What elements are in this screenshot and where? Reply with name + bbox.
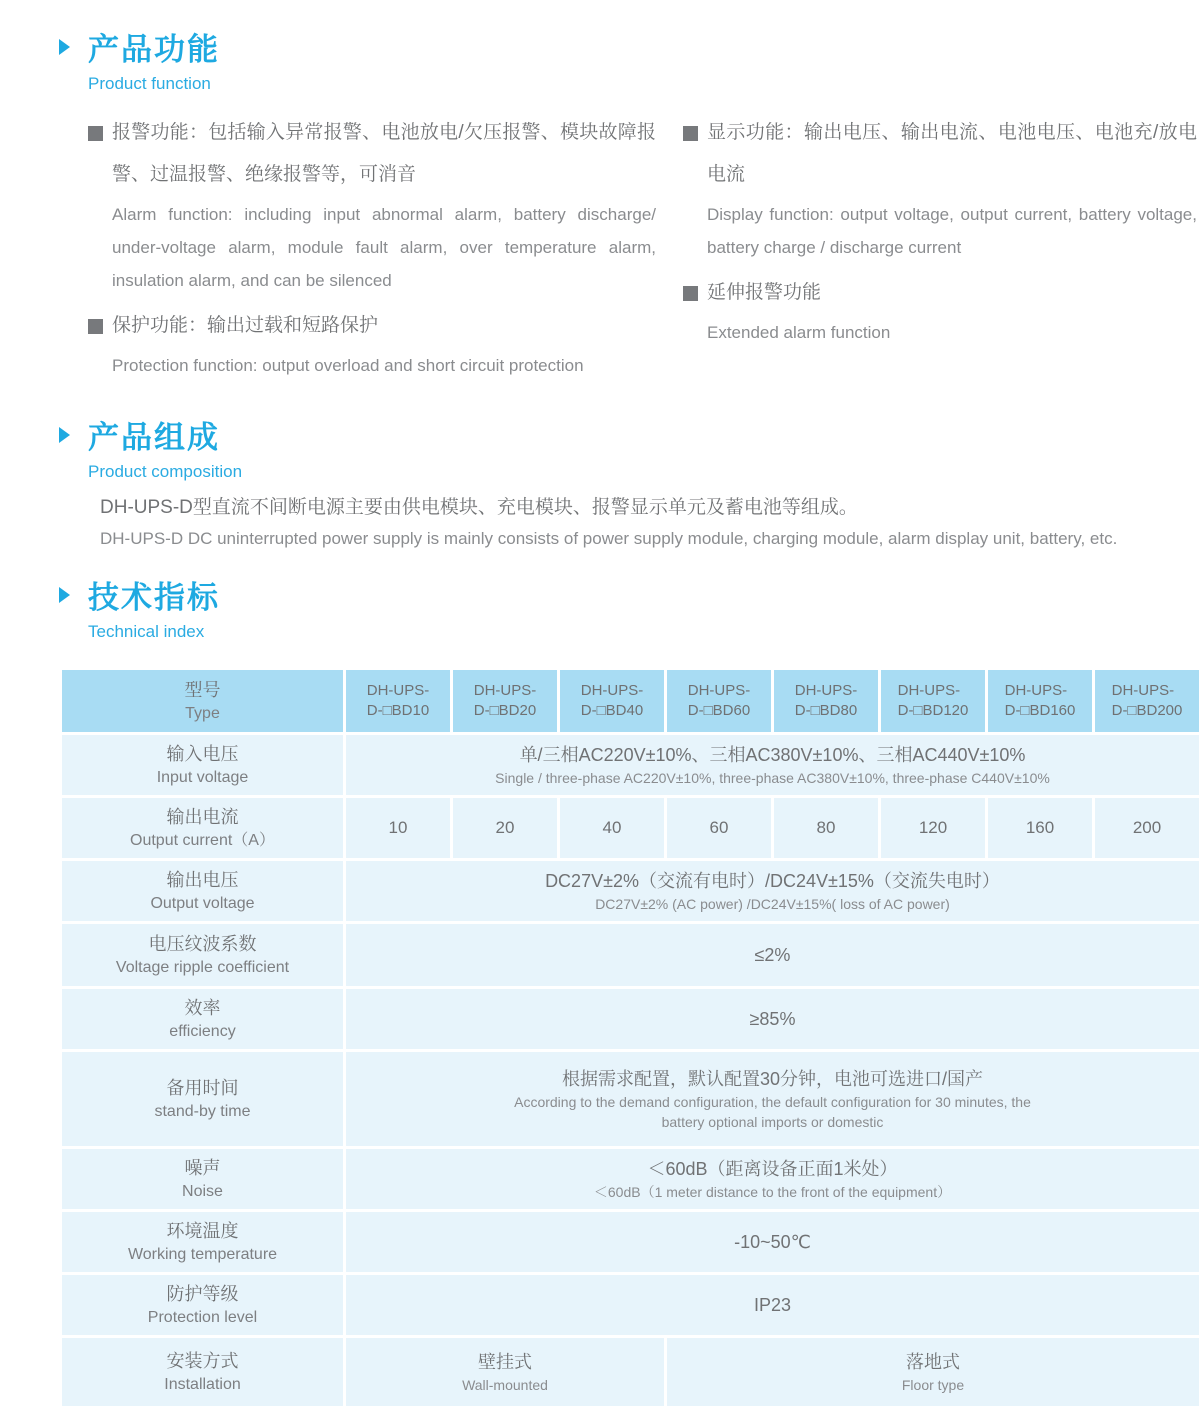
table-header-model [774,670,878,732]
cell-value: 10 [388,818,408,837]
function-column-right [683,112,1197,390]
row-label-en: Output current（A） [130,831,275,849]
model-line2: D-□BD200 [1111,702,1183,719]
row-label-zh: 安装方式 [166,1350,239,1371]
list-item-zh [88,112,656,196]
row-label-zh: 防护等级 [166,1283,239,1304]
composition-body [100,492,1193,554]
row-value-zh: IP23 [753,1295,792,1315]
cell-value: 120 [918,818,948,837]
row-value-working-temperature [346,1212,1199,1272]
model-line2: D-□BD20 [473,702,537,719]
section-title-zh: 产品功能 [88,32,220,67]
row-value-en: According to the demand configuration, the default configuration for 30 minutes, the battery optional imports or domestic [514,1094,1031,1130]
section-arrow-icon [59,587,70,603]
section-product-function [0,0,1201,390]
model-line1: DH-UPS- [897,682,961,699]
model-line2: D-□BD10 [366,702,430,719]
row-label-en: Working temperature [127,1245,278,1263]
list-item [88,112,656,297]
model-line2: D-□BD80 [794,702,858,719]
model-line1: DH-UPS- [1111,682,1175,699]
row-label-output-voltage [62,861,343,921]
list-item-en: Protection function: output overload and short circuit protection [112,356,584,375]
model-line1: DH-UPS- [1004,682,1068,699]
table-cell [346,798,450,858]
section-technical-index [0,554,1201,1406]
composition-text-en: DH-UPS-D DC uninterrupted power supply is mainly consists of power supply module, charging module, alarm display unit, battery, etc. [100,529,1118,548]
row-value-en: DC27V±2% (AC power) /DC24V±15%( loss of AC power) [595,896,950,912]
row-value-installation-wall [346,1338,664,1406]
spec-table [62,670,1199,1406]
list-item-en: Extended alarm function [707,323,891,342]
list-item [88,305,656,382]
row-label-installation [62,1338,343,1406]
cell-value: 80 [816,818,836,837]
row-value-zh: ≥85% [749,1009,796,1029]
row-label-en: Input voltage [156,768,249,786]
row-label-zh: 备用时间 [166,1077,239,1098]
model-line1: DH-UPS- [473,682,537,699]
row-value-zh: 壁挂式 [478,1352,532,1372]
cell-value: 20 [495,818,515,837]
row-value-zh: ＜60dB（距离设备正面1米处） [647,1159,898,1179]
list-item-zh-text: 报警功能：包括输入异常报警、电池放电/欠压报警、模块故障报警、过温报警、绝缘报警等，可消音 [112,122,656,185]
cell-value: 40 [602,818,622,837]
bullet-square-icon [88,126,103,141]
table-header-model [346,670,450,732]
table-cell [1095,798,1199,858]
row-label-standby-time [62,1052,343,1146]
section-product-composition [0,390,1201,554]
model-line1: DH-UPS- [687,682,751,699]
model-line2: D-□BD120 [897,702,969,719]
row-label-protection-level [62,1275,343,1335]
row-value-voltage-ripple [346,924,1199,986]
list-item-zh-text: 显示功能：输出电压、输出电流、电池电压、电池充/放电电流 [707,122,1197,185]
list-item-zh [683,112,1197,196]
section-title-en: Technical index [88,622,205,641]
header-label-en: Type [185,704,220,722]
row-value-noise [346,1149,1199,1209]
row-value-en: Wall-mounted [462,1377,548,1393]
row-label-zh: 输出电压 [166,869,239,890]
row-label-zh: 电压纹波系数 [148,933,257,954]
row-value-en: Single / three-phase AC220V±10%, three-phase AC380V±10%, three-phase C440V±10% [495,770,1050,786]
row-value-standby-time [346,1052,1199,1146]
section-header [0,578,1201,644]
row-label-en: Output voltage [150,894,255,912]
bullet-square-icon [683,286,698,301]
row-value-zh: 根据需求配置，默认配置30分钟，电池可选进口/国产 [561,1069,984,1089]
cell-value: 60 [709,818,729,837]
section-header [0,418,1201,484]
row-label-en: Voltage ripple coefficient [115,958,290,976]
row-label-zh: 效率 [184,997,221,1018]
table-header-model [1095,670,1199,732]
row-value-installation-floor [667,1338,1199,1406]
row-label-input-voltage [62,735,343,795]
table-cell [774,798,878,858]
section-arrow-icon [59,427,70,443]
row-label-en: Noise [182,1182,223,1200]
row-value-zh: -10~50℃ [734,1232,811,1252]
row-label-zh: 输入电压 [166,743,239,764]
section-arrow-icon [59,39,70,55]
list-item [683,112,1197,264]
table-header-model [881,670,985,732]
header-label-zh: 型号 [184,679,221,700]
row-label-zh: 噪声 [184,1157,221,1178]
row-label-working-temperature [62,1212,343,1272]
function-column-left [88,112,656,390]
row-label-zh: 输出电流 [166,806,239,827]
row-label-output-current [62,798,343,858]
row-value-output-voltage [346,861,1199,921]
model-line2: D-□BD60 [687,702,751,719]
section-header [0,30,1201,96]
cell-value: 160 [1025,818,1055,837]
row-label-en: efficiency [169,1022,236,1040]
model-line2: D-□BD40 [580,702,644,719]
table-cell [453,798,557,858]
row-value-en: Floor type [901,1377,965,1393]
table-cell [881,798,985,858]
list-item-zh-text: 延伸报警功能 [707,282,822,303]
section-title-en: Product composition [88,462,243,481]
row-value-input-voltage [346,735,1199,795]
table-cell [667,798,771,858]
model-line1: DH-UPS- [366,682,430,699]
table-header-type [62,670,343,732]
function-columns [0,112,1201,390]
section-title-en: Product function [88,74,211,93]
cell-value: 200 [1132,818,1162,837]
row-label-en: Installation [164,1375,241,1393]
list-item-zh [88,305,656,347]
table-header-model [453,670,557,732]
row-value-zh: 落地式 [906,1352,960,1372]
section-title-zh: 技术指标 [88,580,220,615]
row-value-zh: 单/三相AC220V±10%、三相AC380V±10%、三相AC440V±10% [519,745,1026,765]
list-item-en: Alarm function: including input abnormal alarm, battery discharge/ under-voltage alarm, module fault alarm, over temperature alarm, insulation alarm, and can be silenced [112,205,656,290]
list-item [683,272,1197,349]
row-label-zh: 环境温度 [166,1220,239,1241]
list-item-zh [683,272,1197,314]
model-line2: D-□BD160 [1004,702,1076,719]
table-header-model [988,670,1092,732]
row-label-en: stand-by time [154,1102,251,1120]
row-value-efficiency [346,989,1199,1049]
row-label-efficiency [62,989,343,1049]
table-header-model [667,670,771,732]
row-value-zh: DC27V±2%（交流有电时）/DC24V±15%（交流失电时） [545,871,1000,891]
section-title-zh: 产品组成 [88,420,220,455]
composition-text-zh: DH-UPS-D型直流不间断电源主要由供电模块、充电模块、报警显示单元及蓄电池等组成。 [100,497,858,518]
list-item-zh-text: 保护功能：输出过载和短路保护 [112,315,379,336]
table-cell [560,798,664,858]
model-line1: DH-UPS- [794,682,858,699]
list-item-en: Display function: output voltage, output current, battery voltage, battery charge / discharge current [707,205,1197,257]
table-header-model [560,670,664,732]
table-cell [988,798,1092,858]
row-value-en: ＜60dB（1 meter distance to the front of the equipment） [593,1184,952,1200]
row-value-zh: ≤2% [754,945,791,965]
bullet-square-icon [683,126,698,141]
row-label-noise [62,1149,343,1209]
bullet-square-icon [88,319,103,334]
row-label-en: Protection level [147,1308,258,1326]
row-label-voltage-ripple [62,924,343,986]
model-line1: DH-UPS- [580,682,644,699]
row-value-protection-level [346,1275,1199,1335]
